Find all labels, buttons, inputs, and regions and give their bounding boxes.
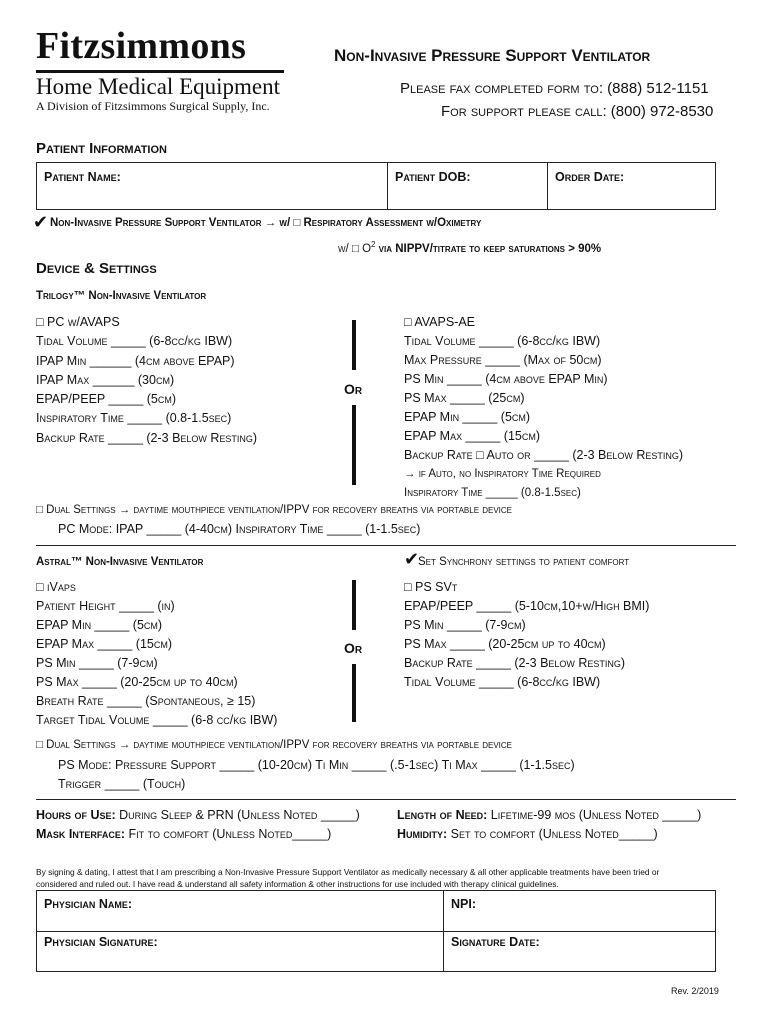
list-item: PS Min _____ (7-9cm) — [36, 656, 158, 670]
astral-heading: Astral™ Non-Invasive Ventilator — [36, 556, 204, 568]
patient-name-field[interactable] — [41, 189, 383, 207]
astral-dual-settings-option[interactable]: □ Dual Settings → daytime mouthpiece ventilation/IPPV for recovery breaths via portable device — [36, 739, 513, 751]
list-item: Tidal Volume _____ (6-8cc/kg IBW) — [404, 675, 601, 689]
order-line-1: Non-Invasive Pressure Support Ventilator → w/ □ Respiratory Assessment w/Oximetry — [50, 217, 482, 229]
patient-name-label: Patient Name: — [44, 170, 121, 184]
or-divider-top — [352, 320, 356, 370]
trilogy-dual-pc-mode: PC Mode: IPAP _____ (4-40cm) Inspiratory Time _____ (1-1.5sec) — [58, 522, 421, 536]
list-item: IPAP Max ______ (30cm) — [36, 372, 175, 387]
list-item: Breath Rate _____ (Spontaneous, ≥ 15) — [36, 694, 256, 708]
revision: Rev. 2/2019 — [671, 986, 719, 996]
list-item: PS Max _____ (20-25cm up to 40cm) — [36, 675, 238, 689]
list-item: Patient Height _____ (in) — [36, 599, 175, 613]
physician-name-field[interactable] — [41, 913, 439, 929]
list-item: EPAP Max _____ (15cm) — [36, 637, 173, 651]
signature-date-field[interactable] — [447, 951, 711, 969]
section-divider — [36, 545, 736, 546]
or-label-astral: Or — [344, 640, 363, 656]
form-title: Non-Invasive Pressure Support Ventilator — [334, 46, 651, 65]
list-item: Inspiratory Time _____ (0.8-1.5sec) — [404, 487, 581, 499]
trilogy-heading: Trilogy™ Non-Invasive Ventilator — [36, 290, 207, 302]
patient-dob-label: Patient DOB: — [395, 170, 471, 184]
astral-right-list — [404, 578, 649, 692]
list-item: Target Tidal Volume _____ (6-8 cc/kg IBW) — [36, 713, 278, 727]
list-item: Max Pressure _____ (Max of 50cm) — [404, 353, 602, 367]
astral-dual-ps-mode: PS Mode: Pressure Support _____ (10-20cm) Ti Min _____ (.5-1sec) Ti Max _____ (1-1.5sec) — [58, 758, 575, 772]
length-of-need — [397, 808, 701, 822]
patient-dob-field[interactable] — [391, 189, 543, 207]
or-label-trilogy: Or — [344, 381, 363, 397]
trilogy-left-list — [36, 313, 257, 448]
humidity — [397, 827, 658, 841]
list-item: IPAP Min ______ (4cm above EPAP) — [36, 353, 235, 368]
physician-table — [36, 890, 716, 972]
list-item: Backup Rate _____ (2-3 Below Resting) — [36, 430, 258, 445]
signature-date-label: Signature Date: — [451, 935, 540, 949]
trilogy-pc-avaps-option[interactable]: □ PC w/AVAPS — [36, 315, 120, 329]
fax-line: Please fax completed form to: (888) 512-1151 — [400, 80, 709, 97]
trilogy-dual-settings-option[interactable]: □ Dual Settings → daytime mouthpiece ventilation/IPPV for recovery breaths via portable device — [36, 504, 513, 516]
list-item: EPAP/PEEP _____ (5-10cm,10+w/High BMI) — [404, 599, 650, 613]
mask-interface — [36, 827, 331, 841]
npi-field[interactable] — [447, 913, 711, 929]
device-settings-heading: Device & Settings — [36, 260, 157, 277]
company-division: A Division of Fitzsimmons Surgical Supply, Inc. — [36, 99, 270, 113]
company-logo: Fitzsimmons — [36, 25, 247, 67]
patient-info-heading: Patient Information — [36, 140, 167, 157]
astral-dual-trigger: Trigger _____ (Touch) — [58, 777, 186, 791]
oxygen-checkbox[interactable] — [338, 240, 601, 255]
list-item: EPAP Min _____ (5cm) — [36, 618, 163, 632]
astral-ps-svt-option[interactable]: □ PS SVt — [404, 580, 458, 594]
section-divider — [36, 799, 736, 800]
order-date-field[interactable] — [551, 189, 711, 207]
or-divider-bottom — [352, 405, 356, 485]
list-item: EPAP Min _____ (5cm) — [404, 410, 531, 424]
list-item: EPAP Max _____ (15cm) — [404, 429, 541, 443]
backup-rate-auto-option[interactable]: Backup Rate □ Auto or _____ (2-3 Below Resting) — [404, 448, 684, 462]
or-divider-top-astral — [352, 580, 356, 630]
attestation-line-2: considered and ruled out. I have read & understand all safety information & other instructions for use included with therapy clinical guidelines. — [36, 879, 559, 889]
list-item: → if Auto, no Inspiratory Time Required — [404, 468, 601, 480]
order-checkbox-checked[interactable]: ✔ — [33, 212, 49, 233]
list-item: Tidal Volume _____ (6-8cc/kg IBW) — [404, 334, 601, 348]
order-date-label: Order Date: — [555, 170, 625, 184]
order-line-2-sup: 2 — [371, 240, 376, 249]
npi-label: NPI: — [451, 897, 476, 911]
order-line-2-text: via NIPPV/titrate to keep saturations > 90% — [375, 242, 602, 255]
list-item: PS Min _____ (4cm above EPAP Min) — [404, 372, 608, 386]
hours-of-use-label: Hours of Use: — [36, 808, 116, 822]
list-item: Tidal Volume _____ (6-8cc/kg IBW) — [36, 334, 233, 349]
mask-interface-value: Fit to comfort (Unless Noted_____) — [125, 827, 332, 841]
order-line-2-prefix: w/ □ O — [338, 242, 372, 255]
astral-left-list — [36, 578, 277, 730]
sync-checkbox-checked[interactable]: ✔ — [404, 549, 420, 570]
physician-name-label: Physician Name: — [44, 897, 133, 911]
humidity-value: Set to comfort (Unless Noted_____) — [447, 827, 658, 841]
list-item: PS Min _____ (7-9cm) — [404, 618, 526, 632]
length-of-need-value: Lifetime-99 mos (Unless Noted _____) — [487, 808, 702, 822]
list-item: PS Max _____ (20-25cm up to 40cm) — [404, 637, 606, 651]
list-item: Backup Rate _____ (2-3 Below Resting) — [404, 656, 626, 670]
length-of-need-label: Length of Need: — [397, 808, 488, 822]
or-divider-bottom-astral — [352, 664, 356, 722]
support-line: For support please call: (800) 972-8530 — [441, 103, 714, 120]
company-name: Home Medical Equipment — [36, 74, 280, 99]
hours-of-use — [36, 808, 360, 822]
trilogy-avaps-ae-option[interactable]: □ AVAPS-AE — [404, 315, 476, 329]
list-item: Inspiratory Time _____ (0.8-1.5sec) — [36, 411, 232, 426]
patient-info-table — [36, 162, 716, 210]
mask-interface-label: Mask Interface: — [36, 827, 126, 841]
astral-sync-setting: Set Synchrony settings to patient comfort — [418, 556, 630, 568]
physician-signature-field[interactable] — [41, 951, 439, 969]
attestation-line-1: By signing & dating, I attest that I am prescribing a Non-Invasive Pressure Support Ventilator as medically necessary & all other applicable treatments have been tried or — [36, 867, 660, 877]
humidity-label: Humidity: — [397, 827, 448, 841]
physician-signature-label: Physician Signature: — [44, 935, 158, 949]
list-item: EPAP/PEEP _____ (5cm) — [36, 392, 176, 407]
astral-ivaps-option[interactable]: □ iVaps — [36, 580, 76, 594]
logo-underline — [36, 70, 284, 73]
trilogy-right-list — [404, 313, 683, 503]
hours-of-use-value: During Sleep & PRN (Unless Noted _____) — [115, 808, 360, 822]
list-item: PS Max _____ (25cm) — [404, 391, 525, 405]
